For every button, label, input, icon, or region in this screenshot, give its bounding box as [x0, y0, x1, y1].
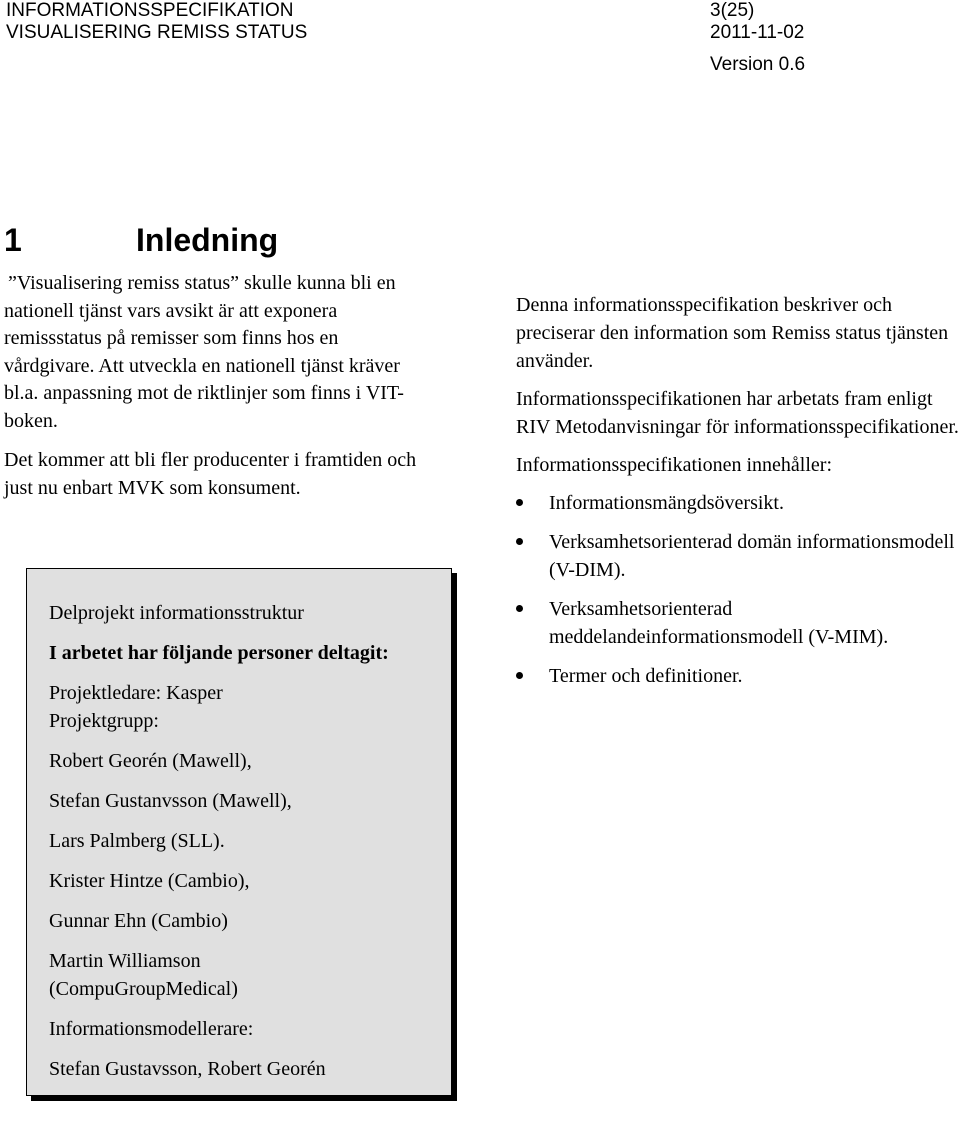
box-line: Projektledare: Kasper	[49, 682, 223, 704]
bullet-icon	[516, 672, 523, 679]
bullet-icon	[516, 605, 523, 612]
project-participants-box	[26, 568, 452, 1096]
document-version: Version 0.6	[710, 54, 806, 75]
intro-paragraph-2: Det kommer att bli fler producenter i framtiden och just nu enbart MVK som konsument.	[4, 449, 417, 499]
intro-paragraph-1: ”Visualisering remiss status” skulle kunna bli en nationell tjänst vars avsikt är att exponera remissstatus på remisser som finns hos en vårdgivare. Att utveckla en nationell tjänst kräver bl.a. anpassning mot de riktlinjer som finns i VIT-boken.	[4, 272, 404, 432]
box-line: (CompuGroupMedical)	[49, 978, 238, 1000]
document-date: 2011-11-02	[710, 22, 805, 43]
list-item	[516, 595, 960, 651]
box-line: Stefan Gustanvsson (Mawell),	[49, 790, 292, 812]
section-number: 1	[4, 222, 22, 258]
intro-text	[4, 270, 424, 514]
list-item-text: Termer och definitioner.	[549, 665, 743, 687]
list-item-text: Verksamhetsorienterad meddelandeinformationsmodell (V-MIM).	[549, 598, 889, 648]
box-line: Projektgrupp:	[49, 710, 159, 732]
box-line: Lars Palmberg (SLL).	[49, 830, 225, 852]
list-item	[516, 528, 960, 584]
box-line: Robert Georén (Mawell),	[49, 750, 252, 772]
doc-type-header: INFORMATIONSSPECIFIKATION	[6, 0, 294, 21]
right-paragraph-1: Denna informationsspecifikation beskriver och preciserar den information som Remiss status tjänsten använder.	[516, 294, 949, 372]
box-line: Gunnar Ehn (Cambio)	[49, 910, 228, 932]
right-paragraph-2: Informationsspecifikationen har arbetats fram enligt RIV Metodanvisningar för informationsspecifikationer.	[516, 388, 959, 438]
box-line: Stefan Gustavsson, Robert Georén	[49, 1058, 326, 1080]
section-title: Inledning	[136, 222, 279, 258]
list-item	[516, 489, 960, 517]
list-item	[516, 662, 960, 690]
right-paragraph-3: Informationsspecifikationen innehåller:	[516, 454, 833, 476]
box-subtitle: I arbetet har följande personer deltagit:	[49, 642, 389, 664]
bullet-icon	[516, 499, 523, 506]
box-line: Informationsmodellerare:	[49, 1018, 254, 1040]
bullet-icon	[516, 538, 523, 545]
doc-title-header: VISUALISERING REMISS STATUS	[6, 22, 308, 43]
list-item-text: Informationsmängdsöversikt.	[549, 492, 784, 514]
box-line: Martin Williamson	[49, 950, 201, 972]
right-column	[516, 291, 960, 701]
page-number: 3(25)	[710, 0, 755, 21]
list-item-text: Verksamhetsorienterad domän informationsmodell (V-DIM).	[549, 531, 955, 581]
contents-list	[516, 489, 960, 690]
box-title: Delprojekt informationsstruktur	[49, 602, 304, 624]
box-line: Krister Hintze (Cambio),	[49, 870, 250, 892]
